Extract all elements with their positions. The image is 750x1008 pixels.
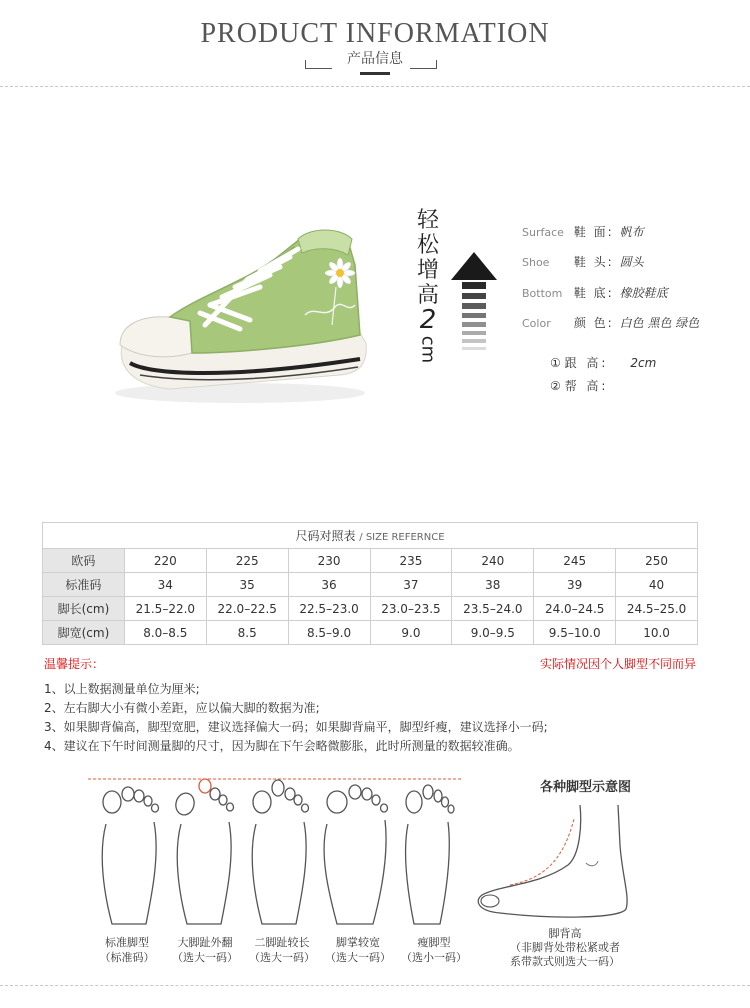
- table-cell: 9.0–9.5: [452, 621, 534, 645]
- foot-type-wide: [320, 935, 396, 965]
- heel-value: 2cm: [630, 356, 657, 370]
- table-cell: 23.5–24.0: [452, 597, 534, 621]
- heel-label: 跟 高:: [564, 356, 609, 370]
- table-cell: 9.5–10.0: [534, 621, 616, 645]
- table-cell: 8.0–8.5: [124, 621, 206, 645]
- page-title: PRODUCT INFORMATION: [200, 18, 550, 49]
- spec-zh-label: 鞋 头:: [573, 255, 614, 269]
- spec-value: 白色 黑色 绿色: [619, 316, 700, 330]
- vertical-char: 高: [416, 283, 439, 308]
- foot-type-name: 大脚趾外翻: [177, 936, 233, 949]
- table-cell: 10.0: [616, 621, 698, 645]
- tip-note: 1、以上数据测量单位为厘米;: [44, 682, 200, 696]
- arch-height-illustration: [470, 805, 640, 925]
- table-cell: 22.5–23.0: [288, 597, 370, 621]
- arch-note: 系带款式则选大一码）: [510, 955, 620, 968]
- table-row: [43, 549, 698, 573]
- size-chart-title-en: / SIZE REFERNCE: [359, 532, 445, 543]
- tip-note: 4、建议在下午时间测量脚的尺寸，因为脚在下午会略微膨胀，此时所测量的数据较准确。: [44, 739, 520, 753]
- foot-diagram-title: 各种脚型示意图: [540, 780, 632, 795]
- row-label: 脚长(cm): [43, 597, 125, 621]
- table-cell: 24.5–25.0: [616, 597, 698, 621]
- vertical-char: 轻: [416, 208, 439, 233]
- foot-type-advice: （选大一码）: [172, 951, 238, 964]
- size-chart-title: 尺码对照表: [295, 529, 356, 543]
- table-row: [43, 573, 698, 597]
- section-divider: [0, 86, 750, 87]
- tips-disclaimer: 实际情况因个人脚型不同而异: [540, 657, 697, 671]
- table-cell: 37: [370, 573, 452, 597]
- size-chart-caption: [43, 523, 698, 549]
- table-cell: 39: [534, 573, 616, 597]
- foot-type-advice: （选小一码）: [401, 951, 467, 964]
- title-bracket-right: [410, 60, 437, 69]
- foot-type-long-second-toe: [244, 935, 320, 965]
- spec-en-label: Shoe: [522, 256, 550, 269]
- circle-number-2: ②: [550, 379, 561, 393]
- upper-height-row: [550, 377, 627, 394]
- table-cell: 36: [288, 573, 370, 597]
- table-cell: 38: [452, 573, 534, 597]
- row-label: 标准码: [43, 573, 125, 597]
- table-cell: 40: [616, 573, 698, 597]
- foot-type-name: 标准脚型: [105, 936, 149, 949]
- table-cell: 225: [206, 549, 288, 573]
- spec-en-label: Color: [522, 317, 551, 330]
- page-subtitle: 产品信息: [347, 51, 403, 67]
- height-boost-vertical-text: [408, 208, 448, 362]
- size-chart-table: [42, 522, 698, 645]
- spec-value: 橡胶鞋底: [619, 286, 668, 300]
- upper-label: 帮 高:: [564, 379, 609, 393]
- heel-height-row: [550, 354, 656, 371]
- table-row: [43, 597, 698, 621]
- tips-title: 温馨提示：: [44, 657, 105, 671]
- table-cell: 235: [370, 549, 452, 573]
- up-arrow-icon: [449, 252, 499, 362]
- row-label: 脚宽(cm): [43, 621, 125, 645]
- row-label: 欧码: [43, 549, 125, 573]
- foot-type-advice: （选大一码）: [325, 951, 391, 964]
- table-cell: 21.5–22.0: [124, 597, 206, 621]
- product-shoe-image: [110, 225, 380, 410]
- table-cell: 34: [124, 573, 206, 597]
- table-cell: 245: [534, 549, 616, 573]
- spec-zh-label: 鞋 面:: [573, 225, 614, 239]
- vertical-char: 增: [416, 258, 439, 283]
- height-unit: cm: [417, 335, 439, 364]
- spec-zh-label: 鞋 底:: [573, 286, 614, 300]
- table-cell: 9.0: [370, 621, 452, 645]
- spec-zh-label: 颜 色:: [573, 316, 614, 330]
- table-cell: 240: [452, 549, 534, 573]
- table-cell: 230: [288, 549, 370, 573]
- foot-type-bunion: [167, 935, 243, 965]
- foot-type-name: 二脚趾较长: [254, 936, 310, 949]
- foot-type-standard: [92, 935, 162, 965]
- foot-type-advice: （选大一码）: [249, 951, 315, 964]
- title-underline: [360, 72, 390, 75]
- table-row: [43, 621, 698, 645]
- table-cell: 250: [616, 549, 698, 573]
- foot-type-advice: （标准码）: [99, 951, 155, 964]
- arch-height-label: [490, 927, 640, 969]
- vertical-char: 松: [416, 233, 439, 258]
- foot-type-name: 脚掌较宽: [336, 936, 380, 949]
- bottom-divider: [0, 985, 750, 986]
- foot-type-slim: [396, 935, 472, 965]
- title-bracket-left: [305, 60, 332, 69]
- spec-color: [522, 314, 699, 331]
- table-cell: 22.0–22.5: [206, 597, 288, 621]
- table-cell: 220: [124, 549, 206, 573]
- tip-note: 2、左右脚大小有微小差距，应以偏大脚的数据为准;: [44, 701, 320, 715]
- spec-value: 帆布: [619, 225, 644, 239]
- spec-surface: [522, 223, 644, 240]
- table-cell: 35: [206, 573, 288, 597]
- circle-number-1: ①: [550, 356, 561, 370]
- tip-note: 3、如果脚背偏高，脚型宽肥，建议选择偏大一码；如果脚背扁平，脚型纤瘦，建议选择小一码;: [44, 720, 548, 734]
- arch-title: 脚背高: [548, 927, 582, 940]
- table-cell: 8.5: [206, 621, 288, 645]
- foot-types-illustration: [88, 770, 468, 930]
- spec-en-label: Bottom: [522, 287, 563, 300]
- arch-note: （非脚背处带松紧或者: [510, 941, 620, 954]
- table-cell: 23.0–23.5: [370, 597, 452, 621]
- height-number: 2: [419, 305, 437, 335]
- spec-en-label: Surface: [522, 226, 564, 239]
- spec-shoe: [522, 253, 644, 270]
- spec-value: 圆头: [619, 255, 644, 269]
- foot-type-name: 瘦脚型: [417, 936, 451, 949]
- spec-bottom: [522, 284, 668, 301]
- table-cell: 8.5–9.0: [288, 621, 370, 645]
- table-cell: 24.0–24.5: [534, 597, 616, 621]
